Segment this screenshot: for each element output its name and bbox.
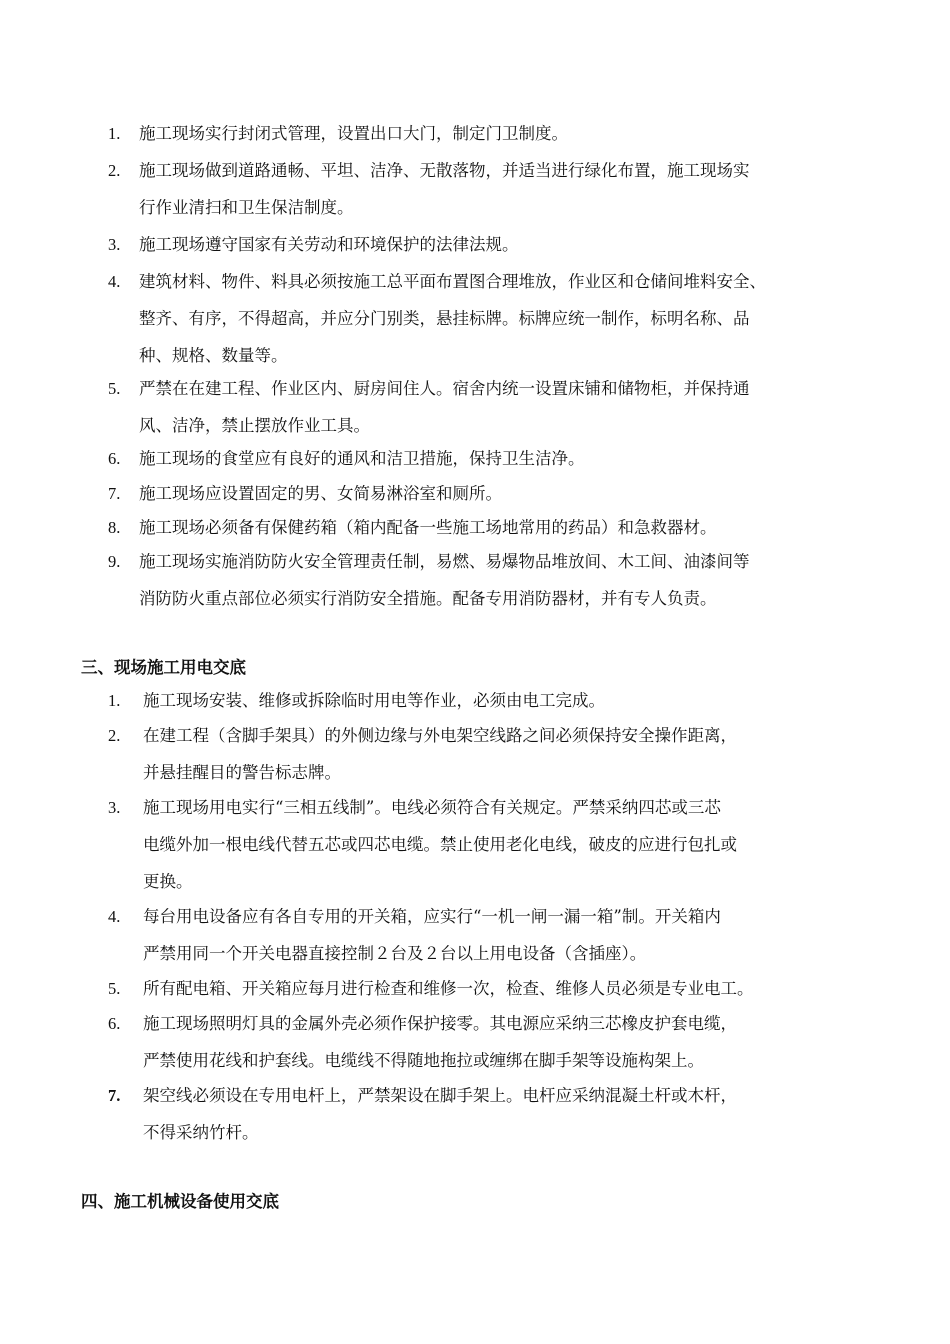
item-number: 4. <box>108 272 121 291</box>
item-text: 种、规格、数量等。 <box>139 346 288 365</box>
item-text: 不得采纳竹杆。 <box>143 1123 259 1142</box>
list-item <box>108 475 868 512</box>
item-text: 行作业清扫和卫生保洁制度。 <box>139 198 354 217</box>
section-heading-electricity: 三、现场施工用电交底 <box>81 658 246 677</box>
item-number: 5. <box>108 979 121 998</box>
item-number: 7. <box>108 1086 121 1105</box>
list-item <box>108 898 868 972</box>
list-item <box>108 543 868 617</box>
list-item <box>108 115 868 152</box>
item-text: 风、洁净，禁止摆放作业工具。 <box>139 416 370 435</box>
item-number: 1. <box>108 124 121 143</box>
item-text: 施工现场做到道路通畅、平坦、洁净、无散落物，并适当进行绿化布置，施工现场实 <box>139 161 750 180</box>
list-item <box>108 152 868 226</box>
item-number: 2. <box>108 161 121 180</box>
list-item <box>108 440 868 477</box>
item-text: 更换。 <box>143 872 193 891</box>
item-text: 建筑材料、物件、料具必须按施工总平面布置图合理堆放，作业区和仓储间堆料安全、 <box>139 272 766 291</box>
item-text: 施工现场实施消防防火安全管理责任制，易燃、易爆物品堆放间、木工间、油漆间等 <box>139 552 750 571</box>
item-number: 3. <box>108 798 121 817</box>
item-text: 每台用电设备应有各自专用的开关箱，应实行“一机一闸一漏一箱”制。开关箱内 <box>143 907 721 926</box>
item-text: 并悬挂醒目的警告标志牌。 <box>143 763 341 782</box>
item-text: 架空线必须设在专用电杆上，严禁架设在脚手架上。电杆应采纳混凝土杆或木杆， <box>143 1086 737 1105</box>
list-item <box>108 717 868 791</box>
item-number: 7. <box>108 484 121 503</box>
item-text: 严禁用同一个开关电器直接控制２台及２台以上用电设备（含插座）。 <box>143 944 647 963</box>
item-text: 整齐、有序，不得超高，并应分门别类，悬挂标牌。标牌应统一制作，标明名称、品 <box>139 309 750 328</box>
item-text: 施工现场必须备有保健药箱（箱内配备一些施工场地常用的药品）和急救器材。 <box>139 518 717 537</box>
item-text: 在建工程（含脚手架具）的外侧边缘与外电架空线路之间必须保持安全操作距离， <box>143 726 737 745</box>
item-text: 施工现场遵守国家有关劳动和环境保护的法律法规。 <box>139 235 519 254</box>
item-number: 9. <box>108 552 121 571</box>
item-number: 4. <box>108 907 121 926</box>
item-text: 施工现场的食堂应有良好的通风和洁卫措施，保持卫生洁净。 <box>139 449 585 468</box>
item-text: 施工现场应设置固定的男、女简易淋浴室和厕所。 <box>139 484 502 503</box>
list-item <box>108 226 868 263</box>
item-text: 施工现场用电实行“三相五线制”。电线必须符合有关规定。严禁采纳四芯或三芯 <box>143 798 721 817</box>
item-text: 消防防火重点部位必须实行消防安全措施。配备专用消防器材，并有专人负责。 <box>139 589 717 608</box>
item-number: 5. <box>108 379 121 398</box>
item-number: 1. <box>108 691 121 710</box>
list-item <box>108 263 868 374</box>
item-number: 6. <box>108 449 121 468</box>
list-item <box>108 682 868 719</box>
item-text: 电缆外加一根电线代替五芯或四芯电缆。禁止使用老化电线，破皮的应进行包扎或 <box>143 835 737 854</box>
item-text: 施工现场实行封闭式管理，设置出口大门，制定门卫制度。 <box>139 124 568 143</box>
item-text: 施工现场照明灯具的金属外壳必须作保护接零。其电源应采纳三芯橡皮护套电缆， <box>143 1014 737 1033</box>
list-item <box>108 970 868 1007</box>
item-text: 严禁使用花线和护套线。电缆线不得随地拖拉或缠绑在脚手架等设施构架上。 <box>143 1051 704 1070</box>
item-text: 施工现场安装、维修或拆除临时用电等作业，必须由电工完成。 <box>143 691 605 710</box>
list-item <box>108 370 868 444</box>
list-item <box>108 789 868 900</box>
list-item <box>108 1077 868 1151</box>
item-text: 所有配电箱、开关箱应每月进行检查和维修一次，检查、维修人员必须是专业电工。 <box>143 979 754 998</box>
item-number: 6. <box>108 1014 121 1033</box>
item-text: 严禁在在建工程、作业区内、厨房间住人。宿舍内统一设置床铺和储物柜，并保持通 <box>139 379 750 398</box>
list-item <box>108 1005 868 1079</box>
item-number: 8. <box>108 518 121 537</box>
item-number: 2. <box>108 726 121 745</box>
list-item <box>108 509 868 546</box>
item-number: 3. <box>108 235 121 254</box>
section-heading-machinery: 四、施工机械设备使用交底 <box>81 1192 279 1211</box>
